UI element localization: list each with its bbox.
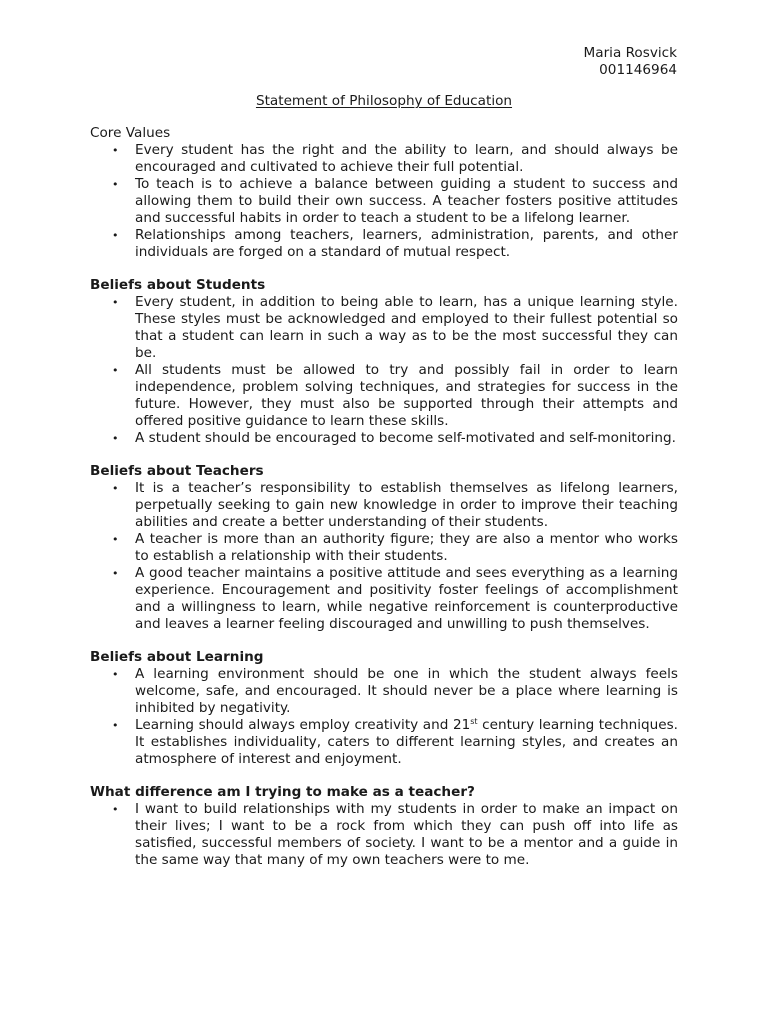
author-name: Maria Rosvick [583,45,677,61]
bullet-icon: • [112,567,119,580]
section-heading: Beliefs about Students [90,277,266,293]
bullet-icon: • [112,432,119,445]
list-item [90,801,678,869]
ordinal-suffix: st [470,717,478,726]
list-item-text: A learning environment should be one in which the student always feels welcome, safe, and encouraged. It should never be a place where learning is inhibited by negativity. [135,666,678,716]
section-difference [90,784,678,869]
list-item-text: Every student has the right and the ability to learn, and should always be encouraged and cultivated to achieve their full potential. [135,142,678,175]
list-item-text [135,717,678,767]
section-beliefs-students [90,277,678,447]
section-heading: Beliefs about Teachers [90,463,264,479]
section-beliefs-teachers [90,463,678,633]
list-item-text: Relationships among teachers, learners, administration, parents, and other individuals are forged on a standard of mutual respect. [135,227,678,260]
list-item-text: A good teacher maintains a positive attitude and sees everything as a learning experience. Encouragement and positivity foster feelings of accomplishment and a willingness to learn, while negative reinforcement is counterproductive and leaves a learner feeling discouraged and unwilling to push themselves. [135,565,678,632]
list-item-text-end: century learning techniques. It establishes individuality, caters to different learning styles, and creates an atmosphere of interest and enjoyment. [135,717,678,767]
section-core-values [90,125,678,261]
list-item-text-start: Learning should always employ creativity and 21 [135,717,471,733]
list-item [90,430,678,447]
section-heading: Core Values [90,125,171,141]
bullet-list [90,666,678,768]
bullet-icon: • [112,364,119,377]
list-item [90,142,678,176]
bullet-list [90,801,678,869]
list-item-text: To teach is to achieve a balance between guiding a student to success and allowing them to build their own success. A teacher fosters positive attitudes and successful habits in order to teach a student to be a lifelong learner. [135,176,678,226]
list-item [90,362,678,430]
list-item-text: A student should be encouraged to become self-motivated and self-monitoring. [135,430,676,446]
bullet-list [90,142,678,261]
list-item [90,531,678,565]
list-item [90,176,678,227]
list-item-text: A teacher is more than an authority figure; they are also a mentor who works to establish a relationship with their students. [135,531,678,564]
section-heading: What difference am I trying to make as a teacher? [90,784,475,800]
author-block [584,45,677,79]
list-item [90,294,678,362]
section-heading: Beliefs about Learning [90,649,264,665]
bullet-icon: • [112,668,119,681]
list-item-text: It is a teacher’s responsibility to establish themselves as lifelong learners, perpetually seeking to gain new knowledge in order to improve their teaching abilities and create a better understanding of their students. [135,480,678,530]
bullet-icon: • [112,482,119,495]
bullet-list [90,294,678,447]
author-id: 001146964 [599,62,677,78]
list-item-text: I want to build relationships with my students in order to make an impact on their lives; I want to be a rock from which they can push off into life as satisfied, successful members of society. I want to be a mentor and a guide in the same way that many of my own teachers were to me. [135,801,678,868]
list-item [90,717,678,768]
list-item [90,565,678,633]
bullet-icon: • [112,719,119,732]
list-item [90,227,678,261]
document-body [90,125,678,869]
document-title: Statement of Philosophy of Education [255,93,513,109]
bullet-icon: • [112,296,119,309]
bullet-icon: • [112,229,119,242]
bullet-icon: • [112,533,119,546]
list-item [90,666,678,717]
bullet-list [90,480,678,633]
bullet-icon: • [112,803,119,816]
section-beliefs-learning [90,649,678,768]
list-item-text: Every student, in addition to being able to learn, has a unique learning style. These styles must be acknowledged and employed to their fullest potential so that a student can learn in such a way as to be the most successful they can be. [135,294,678,361]
list-item-text: All students must be allowed to try and possibly fail in order to learn independence, problem solving techniques, and strategies for success in the future. However, they must also be supported through their attempts and offered positive guidance to learn these skills. [135,362,678,429]
list-item [90,480,678,531]
bullet-icon: • [112,144,119,157]
bullet-icon: • [112,178,119,191]
